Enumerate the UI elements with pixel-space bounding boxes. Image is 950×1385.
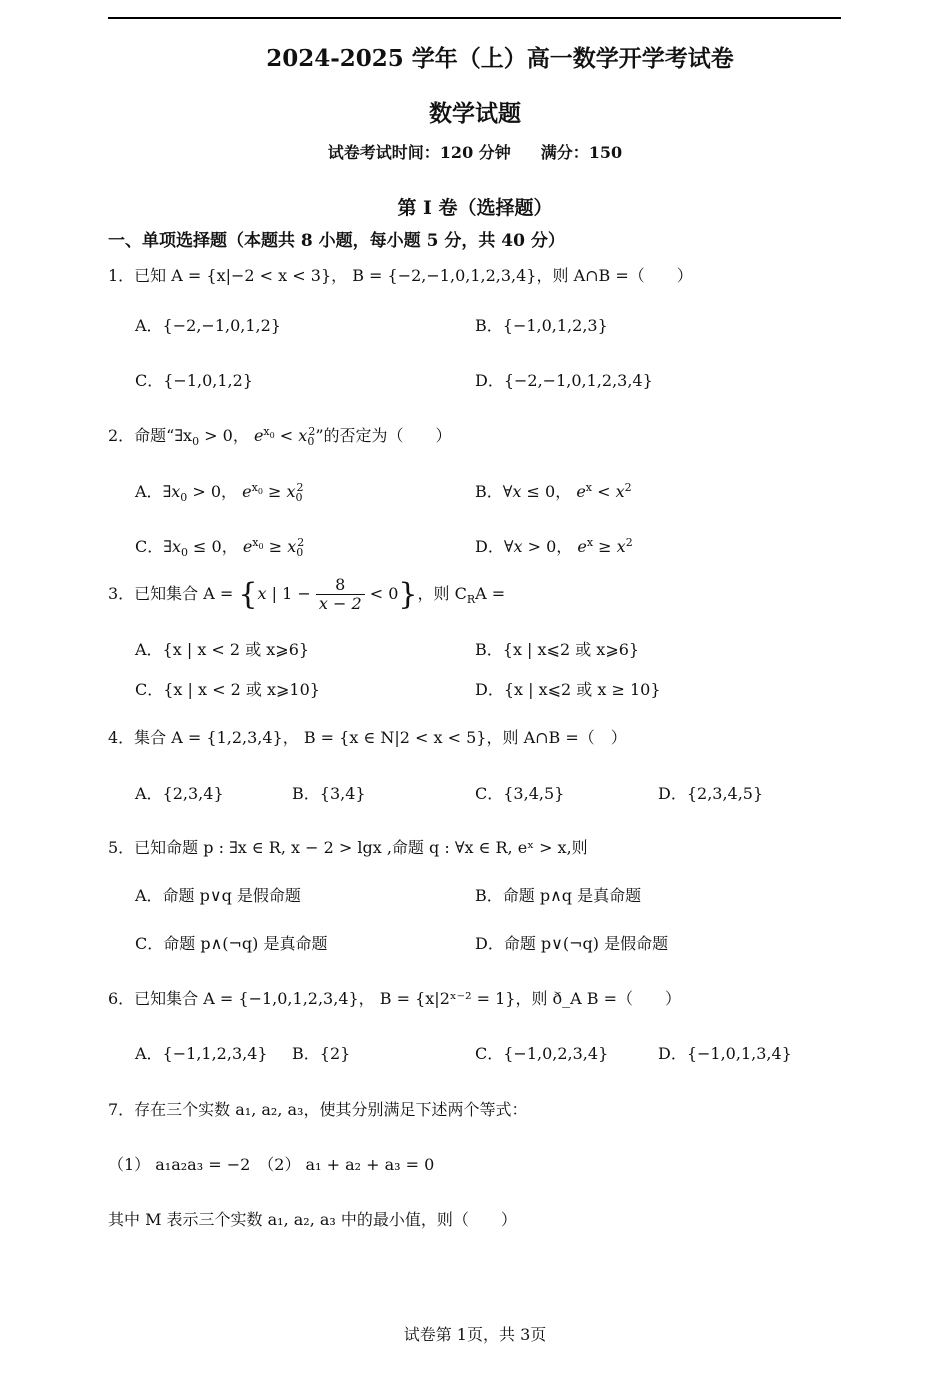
question-7-stem: 7．存在三个实数 a₁, a₂, a₃，使其分别满足下述两个等式： [108, 1100, 528, 1119]
score-label: 满分：150 [540, 143, 623, 162]
question-5-option-d[interactable]: D．命题 p∨(¬q) 是假命题 [475, 934, 669, 953]
section-heading: 一、单项选择题（本题共 8 小题，每小题 5 分，共 40 分） [108, 231, 565, 251]
question-3-option-c[interactable]: C．{x | x < 2 或 x⩾10} [135, 680, 320, 699]
question-1-option-b[interactable]: B．{−1,0,1,2,3} [475, 316, 608, 335]
question-4-option-c[interactable]: C．{3,4,5} [475, 784, 565, 803]
question-3-option-a[interactable]: A．{x | x < 2 或 x⩾6} [135, 640, 310, 659]
question-4-option-b[interactable]: B．{3,4} [292, 784, 366, 803]
question-5-option-b[interactable]: B．命题 p∧q 是真命题 [475, 886, 642, 905]
question-1-option-d[interactable]: D．{−2,−1,0,1,2,3,4} [475, 371, 653, 390]
question-2-option-b[interactable]: B．∀x ≤ 0， $e^x < x^2$ [475, 481, 632, 501]
question-6-option-d[interactable]: D．{−1,0,1,3,4} [658, 1044, 792, 1063]
question-1-option-c[interactable]: C．{−1,0,1,2} [135, 371, 253, 390]
question-2-stem: 2．命题“$\exists x_0 > 0$， $e^{x_0} < x_0^2$”的否定为（ ） [108, 425, 452, 448]
question-3-stem: 3．已知集合 A = {x | 1 − $\frac{8}{x - 2}$ < 0}，则 $C_RA$ = [108, 575, 506, 613]
exam-subtitle: 数学试题 [429, 100, 521, 127]
top-rule [108, 17, 841, 19]
exam-title: 2024-2025 学年（上）高一数学开学考试卷 [266, 45, 734, 72]
question-3-option-d[interactable]: D．{x | x⩽2 或 x ≥ 10} [475, 680, 661, 699]
question-1-option-a[interactable]: A．{−2,−1,0,1,2} [135, 316, 281, 335]
part-heading: 第 I 卷（选择题） [397, 197, 553, 219]
question-6-option-a[interactable]: A．{−1,1,2,3,4} [135, 1044, 268, 1063]
question-2-option-a[interactable]: A．$\exists x_0 > 0$， $e^{x_0} \ge x_0^2$ [135, 481, 304, 504]
page-footer: 试卷第 1页，共 3页 [403, 1325, 547, 1344]
time-label: 试卷考试时间：120 分钟 [327, 143, 511, 162]
question-3-option-b[interactable]: B．{x | x⩽2 或 x⩾6} [475, 640, 640, 659]
question-6-option-b[interactable]: B．{2} [292, 1044, 351, 1063]
question-1-stem: 1．已知 A = {x|−2 < x < 3}， B = {−2,−1,0,1,2,3,4}，则 A∩B =（ ） [108, 266, 693, 285]
question-4-option-a[interactable]: A．{2,3,4} [135, 784, 224, 803]
question-4-option-d[interactable]: D．{2,3,4,5} [658, 784, 764, 803]
question-5-option-c[interactable]: C．命题 p∧(¬q) 是真命题 [135, 934, 328, 953]
exam-info [0, 140, 950, 163]
question-6-option-c[interactable]: C．{−1,0,2,3,4} [475, 1044, 609, 1063]
question-7-equations: （1） a₁a₂a₃ = −2 （2） a₁ + a₂ + a₃ = 0 [108, 1155, 435, 1174]
fraction-8-over-x-minus-2: $\frac{8}{x - 2}$ [316, 576, 365, 613]
question-5-option-a[interactable]: A．命题 p∨q 是假命题 [135, 886, 301, 905]
question-5-stem: 5．已知命题 p : ∃x ∈ R, x − 2 > lgx ,命题 q : ∀x ∈ R, eˣ > x,则 [108, 838, 588, 857]
question-7-tail: 其中 M 表示三个实数 a₁, a₂, a₃ 中的最小值，则（ ） [108, 1210, 517, 1229]
question-2-option-d[interactable]: D．∀x > 0， $e^x \ge x^2$ [475, 536, 633, 556]
question-4-stem: 4．集合 A = {1,2,3,4}， B = {x ∈ N|2 < x < 5}，则 A∩B =（ ） [108, 728, 627, 747]
question-6-stem: 6．已知集合 A = {−1,0,1,2,3,4}， B = {x|2ˣ⁻² = 1}，则 ð_A B =（ ） [108, 989, 682, 1008]
question-2-option-c[interactable]: C．$\exists x_0 \le 0$， $e^{x_0} \ge x_0^2$ [135, 536, 305, 559]
